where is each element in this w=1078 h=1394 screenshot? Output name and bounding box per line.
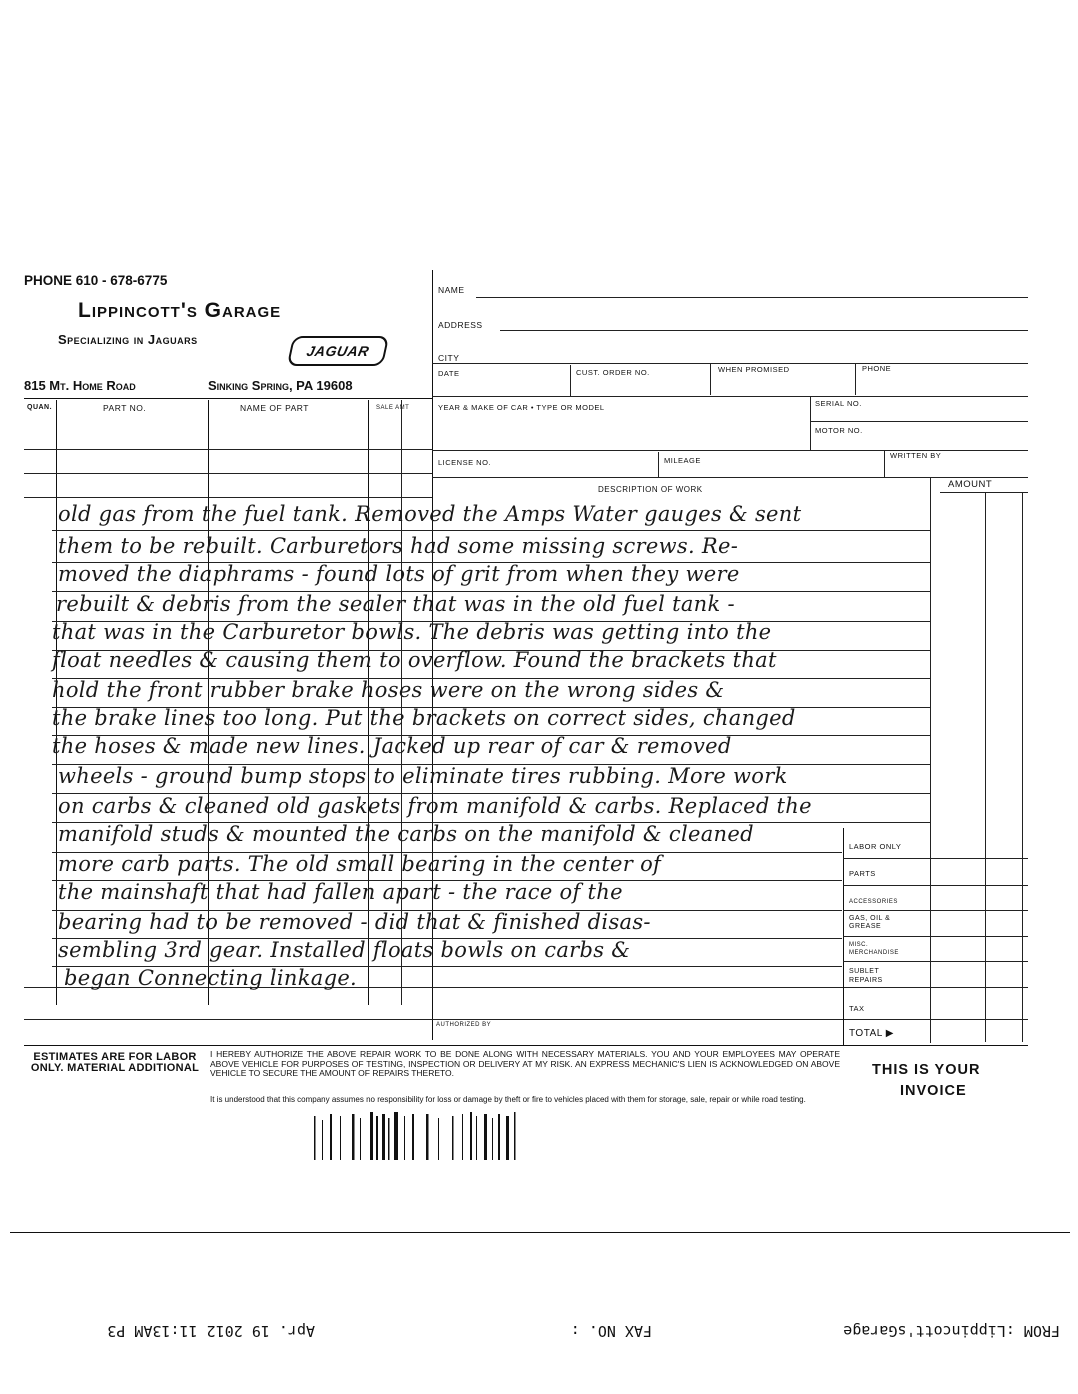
- label-accessories: ACCESSORIES: [849, 899, 898, 905]
- work-line: wheels - ground bump stops to eliminate tires rubbing. More work: [58, 764, 788, 788]
- estimates-note: ESTIMATES ARE FOR LABOR ONLY. MATERIAL ADDITIONAL: [30, 1051, 200, 1074]
- business-name: Lippincott's Garage: [78, 299, 282, 322]
- label-cust-order: CUST. ORDER NO.: [576, 368, 650, 377]
- label-misc: MISC. MERCHANDISE: [849, 942, 899, 956]
- label-tax: TAX: [849, 1004, 865, 1013]
- fax-from: FROM :Lippincott'sGarage: [843, 1322, 1060, 1340]
- barcode-graphic: [312, 1110, 522, 1166]
- label-when-promised: WHEN PROMISED: [718, 365, 790, 374]
- work-line: them to be rebuilt. Carburetors had some missing screws. Re-: [58, 534, 739, 558]
- work-line: old gas from the fuel tank. Removed the Amps Water gauges & sent: [58, 502, 802, 526]
- label-parts: PARTS: [849, 869, 876, 878]
- disclaimer-text: It is understood that this company assumes no responsibility for loss or damage by theft or fire to vehicles placed with them for storage, sale, repair or while road testing.: [210, 1095, 806, 1104]
- label-authorized-by: AUTHORIZED BY: [436, 1022, 492, 1028]
- label-year-make: YEAR & MAKE OF CAR • TYPE OR MODEL: [438, 403, 605, 412]
- label-phone: PHONE: [862, 364, 892, 373]
- label-name: NAME: [438, 285, 465, 295]
- label-city: CITY: [438, 353, 460, 363]
- jaguar-logo: [287, 336, 389, 366]
- label-gas-oil: GAS, OIL & GREASE: [849, 915, 891, 930]
- city-address: Sinking Spring, PA 19608: [208, 378, 353, 393]
- label-mileage: MILEAGE: [664, 456, 701, 465]
- parts-header-sale-amt: SALE AMT: [376, 405, 410, 411]
- work-line: began Connecting linkage.: [64, 966, 358, 990]
- specialty-text: Specializing in Jaguars: [58, 332, 198, 347]
- work-line: float needles & causing them to overflow. Found the brackets that: [52, 648, 777, 672]
- work-line: that was in the Carburetor bowls. The debris was getting into the: [52, 620, 772, 644]
- work-line: bearing had to be removed - did that & finished disas-: [58, 910, 651, 934]
- label-date: DATE: [438, 369, 460, 378]
- label-address: ADDRESS: [438, 320, 483, 330]
- invoice-label-1: THIS IS YOUR: [872, 1062, 981, 1078]
- fax-number: FAX NO. :: [570, 1322, 652, 1340]
- label-serial: SERIAL NO.: [815, 399, 862, 408]
- jaguar-logo-text: JAGUAR: [305, 343, 371, 359]
- label-labor-only: LABOR ONLY: [849, 842, 902, 851]
- label-license: LICENSE NO.: [438, 458, 492, 467]
- work-line: on carbs & cleaned old gaskets from manifold & carbs. Replaced the: [58, 794, 812, 818]
- invoice-label-2: INVOICE: [900, 1083, 967, 1099]
- label-amount: AMOUNT: [948, 479, 993, 490]
- label-motor: MOTOR NO.: [815, 426, 863, 435]
- fax-header-line: [20, 1318, 1060, 1340]
- label-written-by: WRITTEN BY: [890, 451, 942, 460]
- fax-date: Apr. 19 2012 11:13AM P3: [107, 1322, 315, 1340]
- label-description: DESCRIPTION OF WORK: [598, 485, 703, 494]
- work-line: hold the front rubber brake hoses were on the wrong sides &: [52, 678, 725, 702]
- work-line: the hoses & made new lines. Jacked up rear of car & removed: [52, 734, 732, 758]
- parts-header-part-no: PART NO.: [103, 403, 147, 413]
- phone-number: PHONE 610 - 678-6775: [24, 273, 168, 288]
- authorization-text: I HEREBY AUTHORIZE THE ABOVE REPAIR WORK TO BE DONE ALONG WITH NECESSARY MATERIALS. YOU AND YOUR EMPLOYEES MAY OPERATE ABOVE VEHICLE FOR PURPOSES OF TESTING, INSPECTION OR DELIVERY AT MY RISK. AN EXPRESS MECHANIC'S LIEN IS ACKNOWLEDGED ON ABOVE VEHICLE TO SECURE THE AMOUNT OF REPAIRS THERETO.: [210, 1049, 840, 1078]
- work-line: moved the diaphrams - found lots of grit from when they were: [58, 562, 740, 586]
- parts-header-quan: QUAN.: [27, 404, 53, 411]
- work-line: rebuilt & debris from the sealer that was in the old fuel tank -: [56, 592, 735, 616]
- work-line: manifold studs & mounted the carbs on the manifold & cleaned: [58, 822, 754, 846]
- parts-header-name: NAME OF PART: [240, 403, 309, 413]
- work-line: the mainshaft that had fallen apart - the race of the: [58, 880, 623, 904]
- work-line: sembling 3rd gear. Installed floats bowls on carbs &: [58, 938, 631, 962]
- label-sublet: SUBLET REPAIRS: [849, 968, 883, 984]
- label-total: TOTAL ▶: [849, 1028, 894, 1039]
- work-line: more carb parts. The old small bearing in the center of: [58, 852, 662, 876]
- street-address: 815 Mt. Home Road: [24, 378, 136, 393]
- work-line: the brake lines too long. Put the brackets on correct sides, changed: [52, 706, 796, 730]
